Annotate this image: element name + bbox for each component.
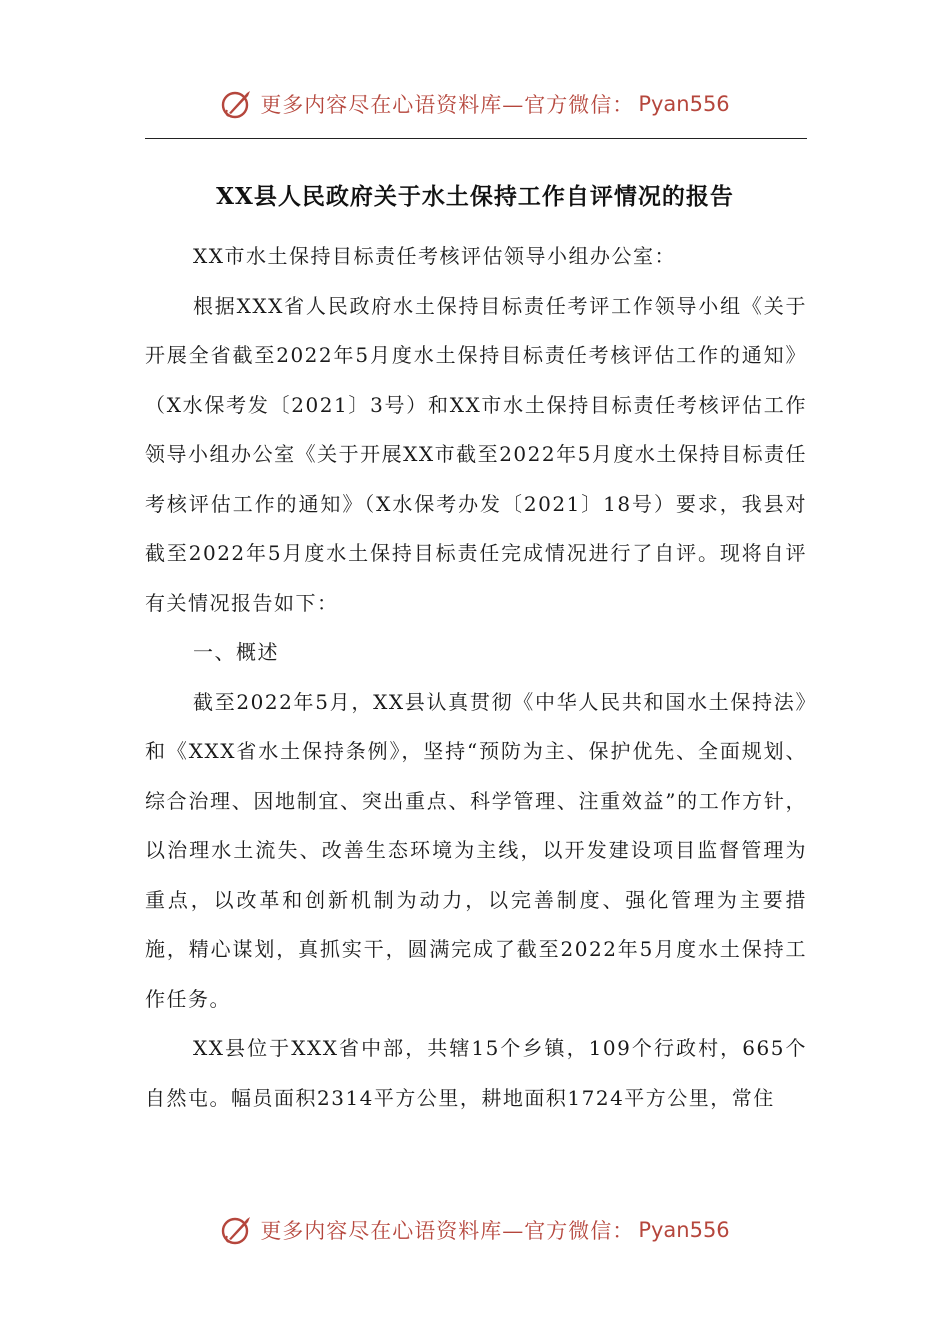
header-divider xyxy=(145,138,807,139)
salutation: XX市水土保持目标责任考核评估领导小组办公室： xyxy=(193,244,676,268)
section-heading-overview: 一、概述 xyxy=(193,640,279,664)
watermark-text: 更多内容尽在心语资料库—官方微信： xyxy=(260,93,635,117)
document-title: XX县人民政府关于水土保持工作自评情况的报告 xyxy=(216,183,734,210)
watermark-handle: Pyan556 xyxy=(638,92,730,116)
paragraph-intro: 根据XXX省人民政府水土保持目标责任考评工作领导小组《关于开展全省截至2022年5月度水土保持目标责任考核评估工作的通知》（X水保考发〔2021〕3号）和XX市水土保持目标责任考核评估工作领导小组办公室《关于开展XX市截至2022年5月度水土保持目标责任考核评估工作的通知》（X水保考办发〔2021〕18号）要求，我县对截至2022年5月度水土保持目标责任完成情况进行了自评。现将自评有关情况报告如下： xyxy=(145,293,807,615)
watermark-handle: Pyan556 xyxy=(638,1218,730,1242)
quill-pen-logo-icon xyxy=(220,1213,254,1247)
document-body xyxy=(145,232,807,1123)
quill-pen-logo-icon xyxy=(220,87,254,121)
footer-watermark xyxy=(0,1210,950,1250)
header-watermark xyxy=(0,84,950,124)
watermark-text: 更多内容尽在心语资料库—官方微信： xyxy=(260,1219,635,1243)
paragraph-county-profile: XX县位于XXX省中部，共辖15个乡镇，109个行政村，665个自然屯。幅员面积2314平方公里，耕地面积1724平方公里，常住 xyxy=(145,1036,807,1110)
paragraph-overview: 截至2022年5月，XX县认真贯彻《中华人民共和国水土保持法》和《XXX省水土保持条例》，坚持“预防为主、保护优先、全面规划、综合治理、因地制宜、突出重点、科学管理、注重效益”的工作方针，以治理水土流失、改善生态环境为主线，以开发建设项目监督管理为重点，以改革和创新机制为动力，以完善制度、强化管理为主要措施，精心谋划，真抓实干，圆满完成了截至2022年5月度水土保持工作任务。 xyxy=(145,689,807,1011)
